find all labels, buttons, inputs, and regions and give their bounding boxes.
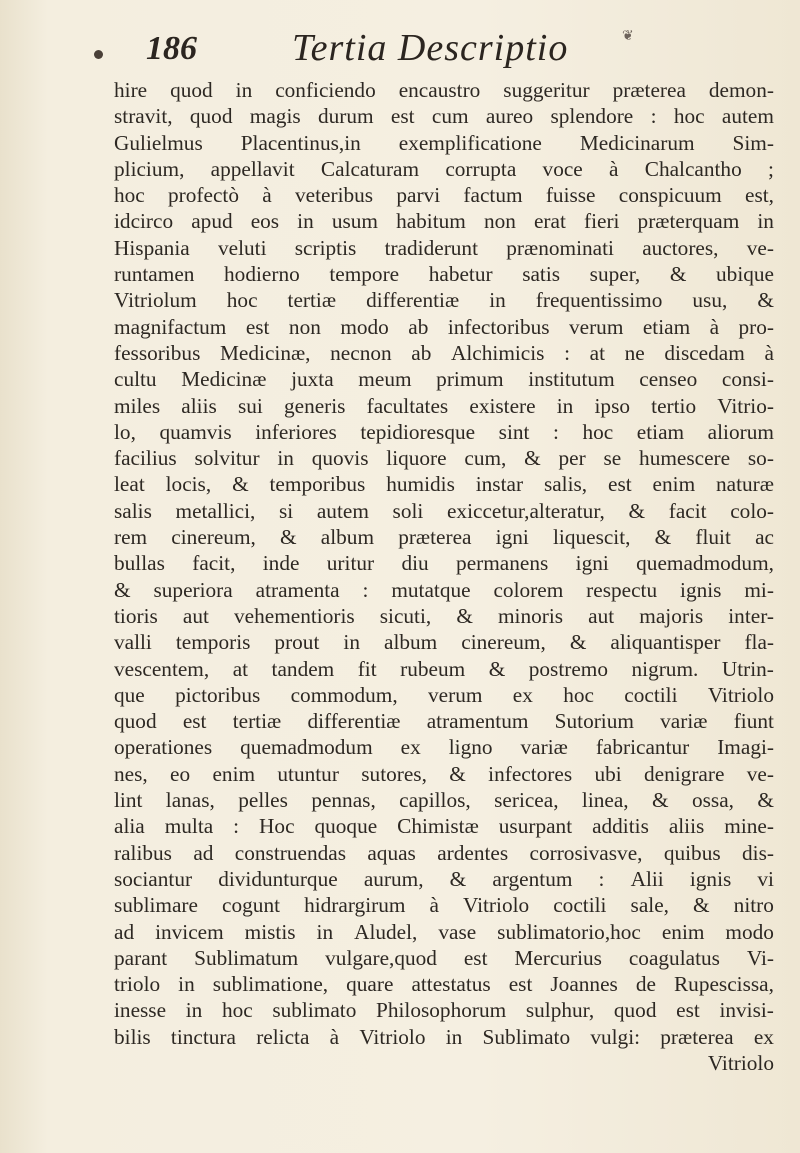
text-line: valli temporis prout in album cinereum, & aliquantisper fla- [114,630,774,655]
text-line: bullas facit, inde uritur diu permanens igni quemadmodum, [114,551,774,576]
text-line: miles aliis sui generis facultates existere in ipso tertio Vitrio- [114,393,774,418]
text-line: cultu Medicinæ juxta meum primum institutum censeo consi- [114,367,774,392]
text-line: fessoribus Medicinæ, necnon ab Alchimicis : at ne discedam à [114,340,774,365]
text-line: quod est tertiæ differentiæ atramentum Sutorium variæ fiunt [114,709,774,734]
text-line: nes, eo enim utuntur sutores, & infectores ubi denigrare ve- [114,761,774,786]
text-line: tioris aut vehementioris sicuti, & minoris aut majoris inter- [114,603,774,628]
text-line: triolo in sublimatione, quare attestatus est Joannes de Rupescissa, [114,972,774,997]
ink-dot-mark [94,50,103,59]
running-title: Tertia Descriptio [292,27,569,69]
text-line: plicium, appellavit Calcaturam corrupta voce à Chalcantho ; [114,156,774,181]
text-line: lint lanas, pelles pennas, capillos, sericea, linea, & ossa, & [114,788,774,813]
text-line: vescentem, at tandem fit rubeum & postremo nigrum. Utrin- [114,656,774,681]
text-line: Gulielmus Placentinus,in exemplificatione Medicinarum Sim- [114,130,774,155]
text-line: Vitriolum hoc tertiæ differentiæ in frequentissimo usu, & [114,288,774,313]
text-line: & superiora atramenta : mutatque colorem respectu ignis mi- [114,577,774,602]
text-line: salis metallici, si autem soli exiccetur,alteratur, & facit colo- [114,498,774,523]
corner-mark: ❦ [622,28,634,44]
page-number: 186 [146,30,197,67]
text-line: Hispania veluti scriptis tradiderunt prænominati auctores, ve- [114,235,774,260]
body-text [114,77,774,1076]
text-line: hoc profectò à veteribus parvi factum fuisse conspicuum est, [114,183,774,208]
text-line: facilius solvitur in quovis liquore cum, & per se humescere so- [114,446,774,471]
text-line: inesse in hoc sublimato Philosophorum sulphur, quod est invisi- [114,998,774,1023]
text-line: hire quod in conficiendo encaustro suggeritur præterea demon- [114,78,774,102]
text-line: operationes quemadmodum ex ligno variæ fabricantur Imagi- [114,735,774,760]
text-line: rem cinereum, & album præterea igni liquescit, & fluit ac [114,525,774,550]
text-line: bilis tinctura relicta à Vitriolo in Sublimato vulgi: præterea ex [114,1024,774,1049]
text-line: que pictoribus commodum, verum ex hoc coctili Vitriolo [114,682,774,707]
text-line: idcirco apud eos in usum habitum non erat fieri præterquam in [114,209,774,234]
catchword: Vitriolo [707,1050,774,1075]
text-line: leat locis, & temporibus humidis instar salis, est enim naturæ [114,472,774,497]
text-line: parant Sublimatum vulgare,quod est Mercurius coagulatus Vi- [114,945,774,970]
text-line: stravit, quod magis durum est cum aureo splendore : hoc autem [114,104,774,129]
text-line: magnifactum est non modo ab infectoribus verum etiam à pro- [114,314,774,339]
text-line: ralibus ad construendas aquas ardentes corrosivasve, quibus dis- [114,840,774,865]
text-line: ad invicem mistis in Aludel, vase sublimatorio,hoc enim modo [114,919,774,944]
text-line: lo, quamvis inferiores tepidioresque sint : hoc etiam aliorum [114,419,774,444]
text-line: sublimare cogunt hidrargirum à Vitriolo coctili sale, & nitro [114,893,774,918]
text-line: alia multa : Hoc quoque Chimistæ usurpant additis aliis mine- [114,814,774,839]
text-line: sociantur dividunturque aurum, & argentum : Alii ignis vi [114,866,774,891]
text-line: runtamen hodierno tempore habetur satis super, & ubique [114,262,774,287]
